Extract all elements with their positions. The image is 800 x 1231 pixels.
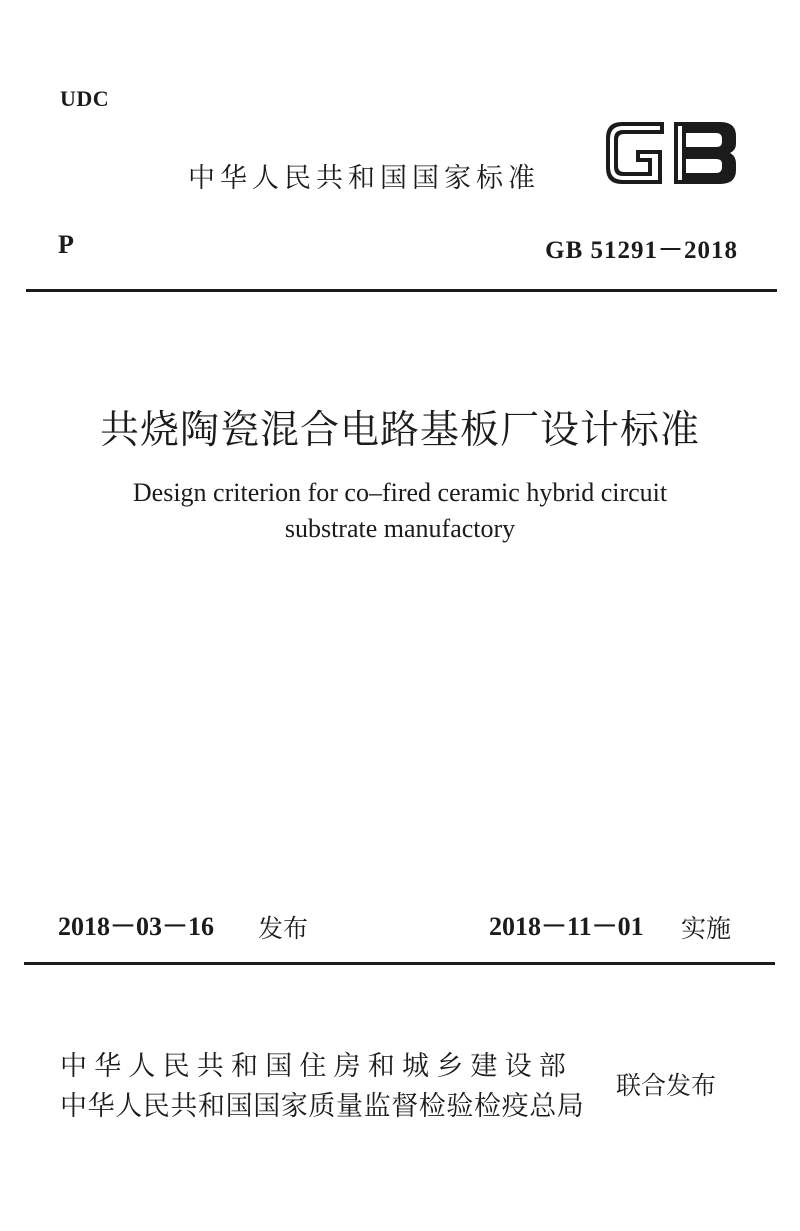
udc-label: UDC [60,86,110,111]
title-english-line-1: Design criterion for co–fired ceramic hybrid circuit [132,478,668,507]
issue-date: 2018－03－16 [58,912,215,941]
publisher-quality-supervision: 中华人民共和国国家质量监督检验检疫总局 [60,1091,585,1122]
standard-number: GB 51291－2018 [545,237,738,264]
implementation-date: 2018－11－01 [489,912,644,941]
top-divider [26,289,777,292]
national-standard-heading: 中华人民共和国国家标准 [188,163,540,194]
publisher-ministry-housing: 中华人民共和国住房和城乡建设部 [60,1051,573,1082]
implementation-label: 实施 [681,914,732,943]
issue-label: 发布 [258,914,309,943]
title-chinese: 共烧陶瓷混合电路基板厂设计标准 [99,408,700,453]
title-english-line-2: substrate manufactory [284,514,516,543]
gb-logo [600,116,742,190]
classification-code: P [58,230,74,259]
bottom-divider [24,962,775,965]
joint-publication-label: 联合发布 [616,1071,717,1100]
